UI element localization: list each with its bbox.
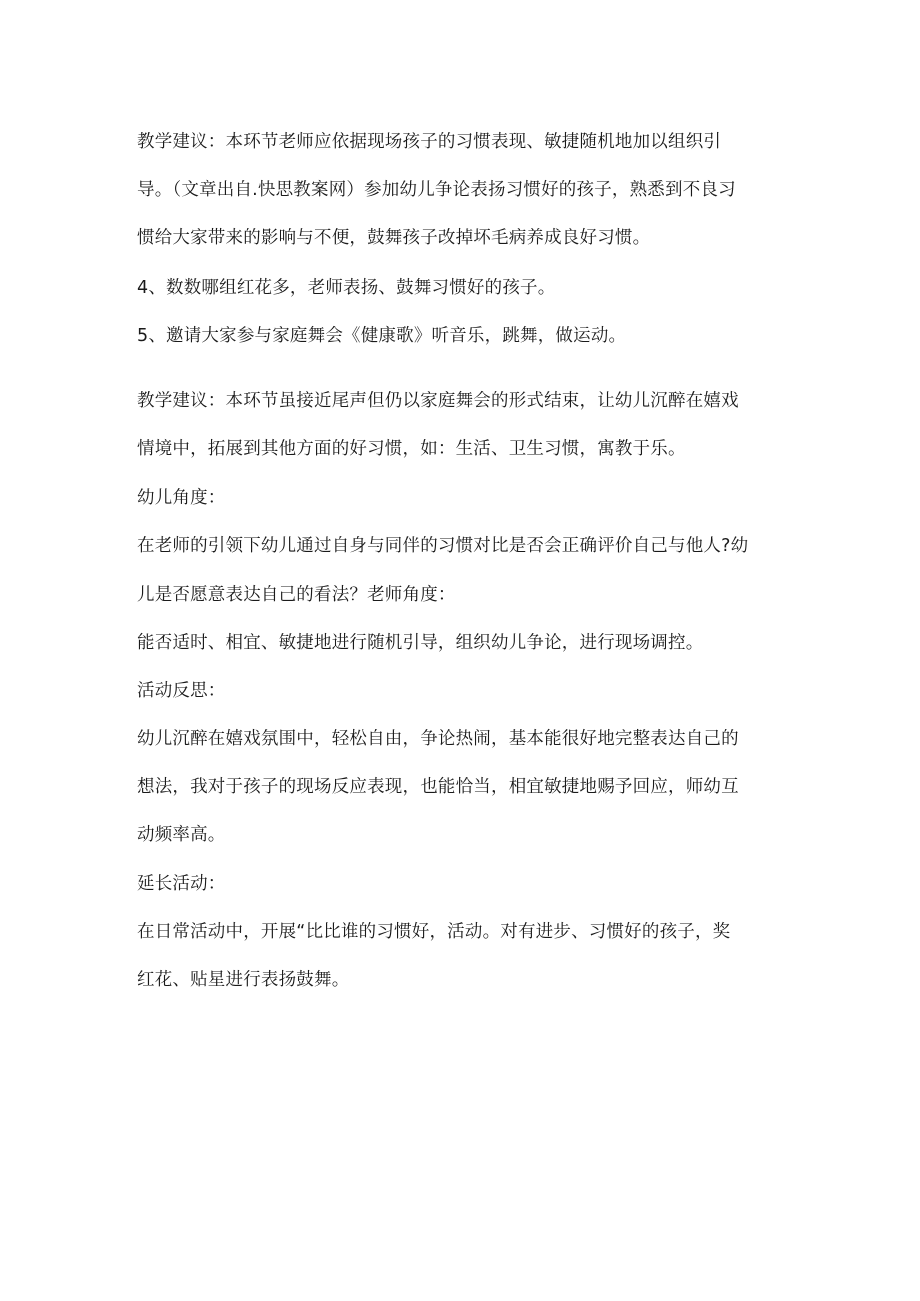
section-heading: 幼儿角度： xyxy=(137,488,226,508)
paragraph-line: 在日常活动中，开展“比比谁的习惯好，活动。对有进步、习惯好的孩子，奖 xyxy=(137,922,731,942)
paragraph-line: 想法，我对于孩子的现场反应表现，也能恰当，相宜敏捷地赐予回应，师幼互 xyxy=(137,777,739,797)
paragraph-line: 情境中，拓展到其他方面的好习惯，如：生活、卫生习惯，寓教于乐。 xyxy=(137,439,686,459)
paragraph-line: 惯给大家带来的影响与不便，鼓舞孩子改掉坏毛病养成良好习惯。 xyxy=(137,228,651,248)
list-item: 5、邀请大家参与家庭舞会《健康歌》听音乐，跳舞，做运动。 xyxy=(137,326,627,346)
paragraph-line: 儿是否愿意表达自己的看法？老师角度： xyxy=(137,585,456,605)
section-heading: 活动反思： xyxy=(137,681,226,701)
paragraph-line: 教学建议：本环节老师应依据现场孩子的习惯表现、敏捷随机地加以组织引 xyxy=(137,132,722,152)
list-item: 4、数数哪组红花多，老师表扬、鼓舞习惯好的孩子。 xyxy=(137,278,556,298)
section-heading: 延长活动： xyxy=(137,874,226,894)
paragraph-line: 教学建议：本环节虽接近尾声但仍以家庭舞会的形式结束，让幼儿沉醉在嬉戏 xyxy=(137,391,739,411)
paragraph-line: 导。（文章出自.快思教案网）参加幼儿争论表扬习惯好的孩子，熟悉到不良习 xyxy=(137,180,736,200)
paragraph-line: 能否适时、相宜、敏捷地进行随机引导，组织幼儿争论，进行现场调控。 xyxy=(137,633,704,653)
paragraph-line: 在老师的引领下幼儿通过自身与同伴的习惯对比是否会正确评价自己与他人?幼 xyxy=(137,536,749,556)
paragraph-line: 动频率高。 xyxy=(137,825,226,845)
paragraph-line: 红花、贴星进行表扬鼓舞。 xyxy=(137,970,350,990)
paragraph-line: 幼儿沉醉在嬉戏氛围中，轻松自由，争论热闹，基本能很好地完整表达自己的 xyxy=(137,729,739,749)
